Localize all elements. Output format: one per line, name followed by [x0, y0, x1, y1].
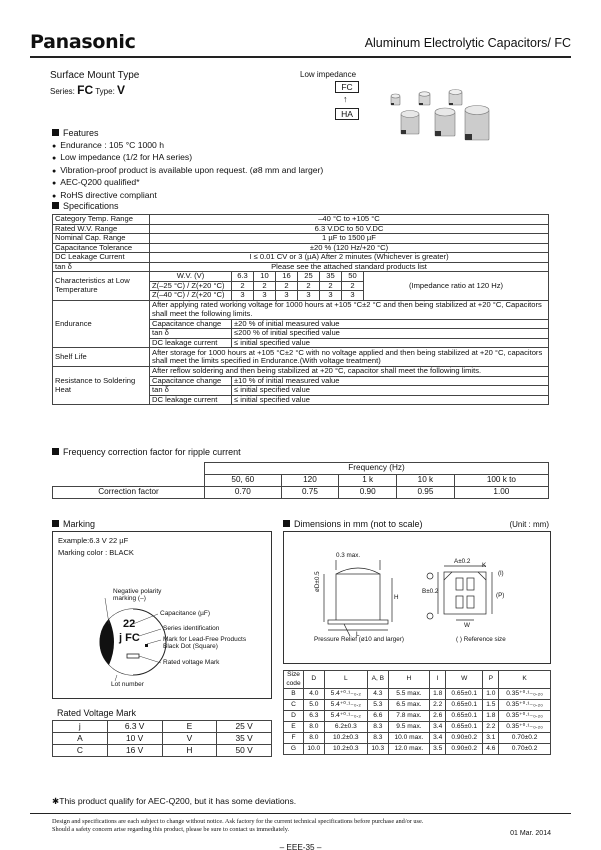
table-row: tan δ Please see the attached standard products list — [53, 262, 549, 272]
dim-k: K — [482, 562, 487, 569]
family-ha-box: HA — [335, 108, 359, 120]
table-row: Correction factor 0.70 0.75 0.90 0.95 1.00 — [53, 487, 549, 499]
label-rated-voltage: Rated voltage Mark — [163, 659, 220, 666]
marking-example: Example:6.3 V 22 µF — [58, 536, 129, 545]
unit-label: (Unit : mm) — [509, 520, 549, 529]
table-row: Resistance to Soldering Heat After reflow soldering and then being stabilized at +20 °C, capacitor shall meet the following limits. — [53, 367, 549, 377]
dim-od: øD±0.5 — [314, 571, 321, 592]
dimensions-box — [283, 531, 551, 664]
table-row: Characteristics at Low Temperature W.V. (V) 6.3 10 16 25 35 50 (Impedance ratio at 120 Hz) — [53, 272, 549, 282]
list-item: ● Low impedance (1/2 for HA series) — [52, 152, 323, 164]
table-row: tan δ ≤200 % of initial specified value — [53, 329, 549, 339]
dimensions-table — [283, 670, 551, 755]
marking-box — [52, 531, 272, 699]
dimensions-heading: Dimensions in mm (not to scale) — [283, 519, 423, 529]
table-row: Capacitance change ±10 % of initial measured value — [53, 376, 549, 386]
table-row: Capacitance Tolerance ±20 % (120 Hz/+20 °C) — [53, 243, 549, 253]
type-label: Type: — [95, 87, 115, 96]
table-row: Shelf Life After storage for 1000 hours at +105 °C±2 °C with no voltage applied and then being stabilized at +20 °C, capacitors shall meet the limits specified in Endurance.(With voltage treatment) — [53, 348, 549, 367]
reference-size-note: ( ) Reference size — [456, 636, 506, 643]
table-row: DC leakage current ≤ initial specified value — [53, 338, 549, 348]
table-row: A 10 V V 35 V — [53, 733, 272, 745]
table-row: Rated W.V. Range 6.3 V.DC to 50 V.DC — [53, 224, 549, 234]
table-row: tan δ ≤ initial specified value — [53, 386, 549, 396]
marking-heading: Marking — [52, 519, 95, 529]
table-row: Capacitance change ±20 % of initial measured value — [53, 319, 549, 329]
table-row: Z(–25 °C) / Z(+20 °C) 2 2 2 2 2 2 — [53, 281, 549, 291]
table-row: Size code D L A, B H I W P K — [284, 671, 551, 689]
dim-03max: 0.3 max. — [336, 552, 361, 559]
disclaimer — [52, 818, 423, 833]
table-row: Nominal Cap. Range 1 µF to 1500 µF — [53, 234, 549, 244]
product-type-title: Surface Mount Type — [50, 70, 140, 81]
revision-date: 01 Mar. 2014 — [510, 830, 551, 837]
list-item: ● Endurance : 105 °C 1000 h — [52, 140, 323, 152]
table-row: j 6.3 V E 25 V — [53, 721, 272, 733]
dim-l: L — [356, 631, 360, 638]
type-value: V — [117, 83, 126, 97]
label-lead-free: Mark for Lead-Free Products Black Dot (Square) — [163, 636, 247, 651]
table-row: Frequency (Hz) — [53, 463, 549, 475]
table-row: DC Leakage Current I ≤ 0.01 CV or 3 (µA) After 2 minutes (Whichever is greater) — [53, 253, 549, 263]
table-row: Category Temp. Range –40 °C to +105 °C — [53, 215, 549, 225]
table-row: DC leakage current ≤ initial specified value — [53, 395, 549, 405]
family-fc-box: FC — [335, 81, 359, 93]
table-row: C 16 V H 50 V — [53, 745, 272, 757]
features-list — [52, 140, 323, 202]
specifications-heading: Specifications — [52, 201, 119, 211]
marking-cap-text: 22 — [123, 618, 136, 630]
marking-color: Marking color : BLACK — [58, 548, 134, 557]
table-row: G 10.0 10.2±0.3 10.3 12.0 max. 3.5 0.90±0.2 4.6 0.70±0.2 — [284, 744, 551, 755]
label-lot-number: Lot number — [111, 681, 144, 688]
disclaimer-line-2: Should a safety concern arise regarding this product, please be sure to contact us immediately. — [52, 825, 290, 833]
footer-rule — [30, 813, 571, 814]
frequency-heading: Frequency correction factor for ripple current — [52, 447, 241, 457]
dim-i: (l) — [498, 570, 504, 577]
table-row: 50, 60 120 1 k 10 k 100 k to — [53, 475, 549, 487]
dim-h: H — [394, 594, 399, 601]
dim-w: W — [464, 622, 470, 629]
list-item: ● RoHS directive compliant — [52, 190, 323, 202]
low-impedance-label: Low impedance — [300, 70, 357, 79]
document-title: Aluminum Electrolytic Capacitors/ FC — [364, 36, 571, 50]
table-row: Endurance After applying rated working voltage for 1000 hours at +105 °C±2 °C and then being stabilized at +20 °C, Capacitors shall meet the following limits. — [53, 300, 549, 319]
specifications-table — [52, 214, 549, 405]
header-rule — [30, 56, 571, 58]
label-series-identification: Series identification — [163, 625, 220, 632]
dim-b: B±0.2 — [422, 588, 439, 595]
series-line — [50, 84, 125, 98]
dim-ab: A±0.2 — [454, 558, 471, 565]
table-row: C 5.0 5.4⁺⁰·¹₋₀.₂ 5.3 6.5 max. 2.2 0.65±0.1 1.5 0.35⁺⁰·¹₋₀.₂₀ — [284, 700, 551, 711]
list-item: ● Vibration-proof product is available upon request. (ø8 mm and larger) — [52, 165, 323, 177]
table-row: F 8.0 10.2±0.3 8.3 10.0 max. 3.4 0.90±0.2 3.1 0.70±0.2 — [284, 733, 551, 744]
arrow-up-icon: ↑ — [343, 94, 348, 104]
table-row: B 4.0 5.4⁺⁰·¹₋₀.₂ 4.3 5.5 max. 1.8 0.65±0.1 1.0 0.35⁺⁰·¹₋₀.₂₀ — [284, 689, 551, 700]
disclaimer-line-1: Design and specifications are each subject to change without notice. Ask factory for the current technical specifications before purchase and/or use. — [52, 818, 424, 825]
frequency-table — [52, 462, 549, 499]
features-heading: Features — [52, 128, 99, 138]
table-row: D 6.3 5.4⁺⁰·¹₋₀.₂ 6.6 7.8 max. 2.6 0.65±0.1 1.8 0.35⁺⁰·¹₋₀.₂₀ — [284, 711, 551, 722]
marking-series-text: j FC — [119, 632, 140, 644]
product-photo — [385, 88, 495, 146]
rated-voltage-heading: Rated Voltage Mark — [57, 708, 137, 718]
series-value: FC — [77, 83, 94, 97]
table-row: E 8.0 6.2±0.3 8.3 9.5 max. 3.4 0.65±0.1 2.2 0.35⁺⁰·¹₋₀.₂₀ — [284, 722, 551, 733]
label-negative-polarity: Negative polarity marking (–) — [113, 588, 162, 603]
table-row: Z(–40 °C) / Z(+20 °C) 3 3 3 3 3 3 — [53, 291, 549, 301]
brand-logo: Panasonic — [30, 31, 136, 53]
label-capacitance: Capacitance (µF) — [160, 610, 210, 617]
series-label: Series: — [50, 87, 75, 96]
aec-q200-footnote: ✱This product qualify for AEC-Q200, but it has some deviations. — [52, 796, 297, 806]
dim-p: (P) — [496, 592, 505, 599]
dim-pressure-relief: Pressure Relief (ø10 and larger) — [314, 636, 404, 643]
rated-voltage-table — [52, 720, 272, 757]
dimension-drawing — [284, 532, 552, 665]
page-number: – EEE-35 – — [279, 843, 322, 850]
list-item: ● AEC-Q200 qualified* — [52, 177, 323, 189]
